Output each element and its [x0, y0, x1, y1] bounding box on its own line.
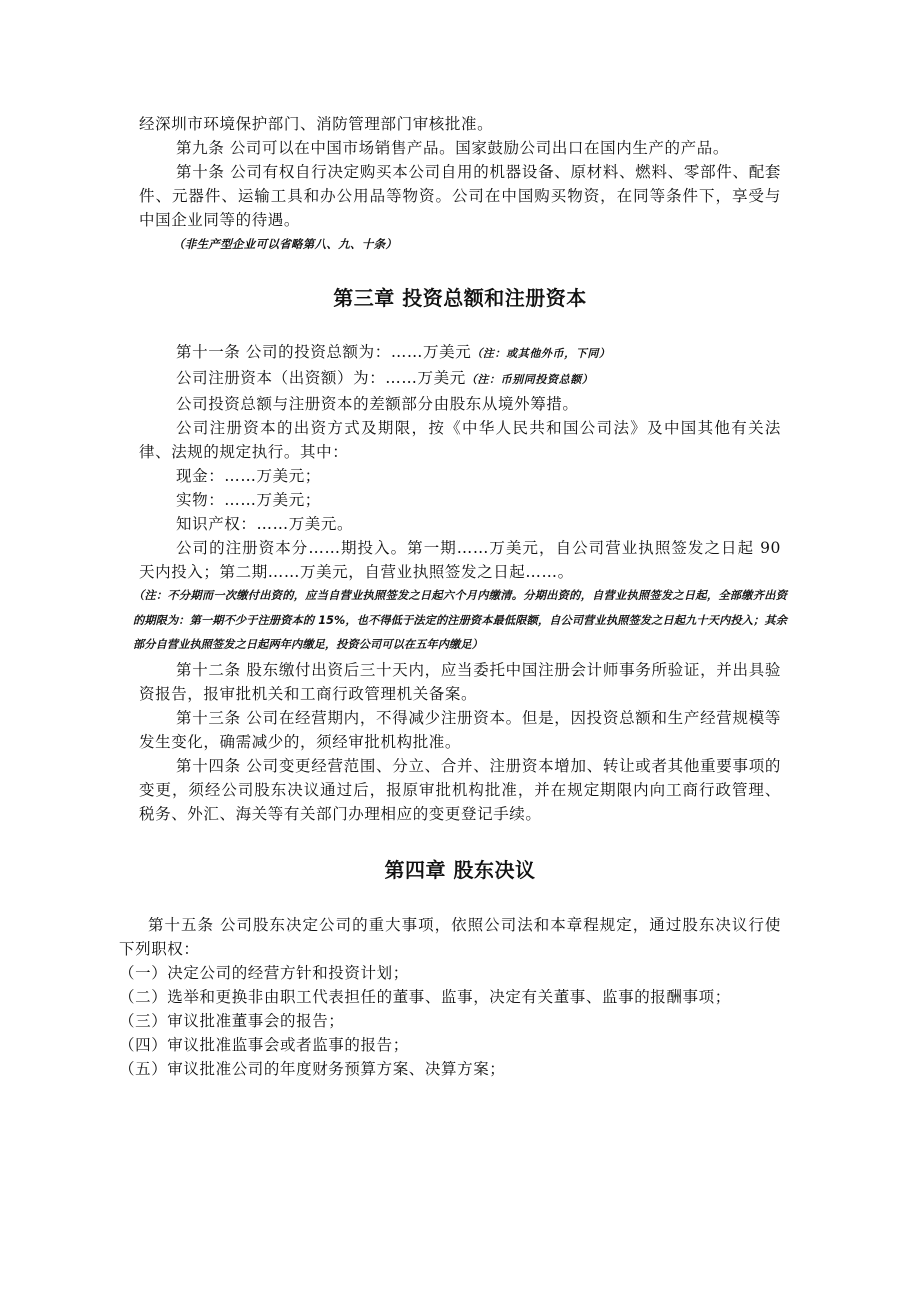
list-item: （五）审议批准公司的年度财务预算方案、决算方案；	[119, 1059, 506, 1078]
chapter-4-heading-wrap	[139, 826, 781, 913]
chapter-3-title: 第三章 投资总额和注册资本	[333, 286, 587, 310]
article-11	[139, 340, 781, 366]
list-item: （二）选举和更换非由职工代表担任的董事、监事，决定有关董事、监事的报酬事项；	[119, 987, 731, 1006]
installment-note: （注：不分期而一次缴付出资的，应当自营业执照签发之日起六个月内缴清。分期出资的，自营业执照签发之日起，全部缴齐出资的期限为：第一期不少于注册资本的 15%，也不得低于法定的注册资本最低限额，自公司营业执照签发之日起九十天内投入；其余部分自营业执照签发之日起两年内缴足，投资公司可以在五年内缴足）	[133, 589, 787, 651]
contribution-installments: 公司的注册资本分……期投入。第一期……万美元，自公司营业执照签发之日起 90 天内投入；第二期……万美元，自营业执照签发之日起……。	[139, 539, 781, 581]
contribution-method: 公司注册资本的出资方式及期限，按《中华人民共和国公司法》及中国其他有关法律、法规的规定执行。其中：	[139, 419, 781, 461]
list-item: （四）审议批准监事会或者监事的报告；	[119, 1035, 409, 1054]
article-13: 第十三条 公司在经营期内，不得减少注册资本。但是，因投资总额和生产经营规模等发生变化，确需减少的，须经审批机构批准。	[139, 708, 781, 751]
registered-capital	[139, 366, 781, 392]
registered-capital-note: （注：币别同投资总额）	[465, 373, 594, 386]
contribution-ip: 知识产权：……万美元。	[176, 515, 354, 533]
article-15: 第十五条 公司股东决定公司的重大事项，依照公司法和本章程规定，通过股东决议行使下列职权：	[119, 915, 781, 958]
article-14: 第十四条 公司变更经营范围、分立、合并、注册资本增加、转让或者其他重要事项的变更，须经公司股东决议通过后，报原审批机构批准，并在规定期限内向工商行政管理、税务、外汇、海关等有关部门办理相应的变更登记手续。	[139, 756, 781, 823]
chapter-4-title: 第四章 股东决议	[384, 857, 536, 882]
article-11-text: 第十一条 公司的投资总额为：……万美元	[176, 343, 472, 361]
registered-capital-text: 公司注册资本（出资额）为：……万美元	[176, 369, 466, 387]
paragraph-approval-tail: 经深圳市环境保护部门、消防管理部门审核批准。	[139, 115, 494, 133]
document-page	[119, 112, 787, 1081]
contribution-cash: 现金：……万美元；	[176, 467, 321, 485]
article-12: 第十二条 股东缴付出资后三十天内，应当委托中国注册会计师事务所验证，并出具验资报告，报审批机关和工商行政管理机关备案。	[139, 660, 781, 703]
capital-difference: 公司投资总额与注册资本的差额部分由股东从境外筹措。	[176, 395, 579, 413]
chapter-3-heading-wrap	[139, 256, 781, 332]
list-item: （一）决定公司的经营方针和投资计划；	[119, 963, 409, 982]
article-10: 第十条 公司有权自行决定购买本公司自用的机器设备、原材料、燃料、零部件、配套件、元器件、运输工具和办公用品等物资。公司在中国购买物资，在同等条件下，享受与中国企业同等的待遇。	[139, 163, 781, 229]
list-item: （三）审议批准董事会的报告；	[119, 1011, 345, 1030]
note-omit-articles: （非生产型企业可以省略第八、九、十条）	[173, 237, 398, 251]
chapter-4-body	[119, 913, 781, 1081]
article-9: 第九条 公司可以在中国市场销售产品。国家鼓励公司出口在国内生产的产品。	[176, 139, 729, 157]
contribution-in-kind: 实物：……万美元；	[176, 491, 321, 509]
article-11-note: （注：或其他外币，下同）	[471, 347, 611, 360]
